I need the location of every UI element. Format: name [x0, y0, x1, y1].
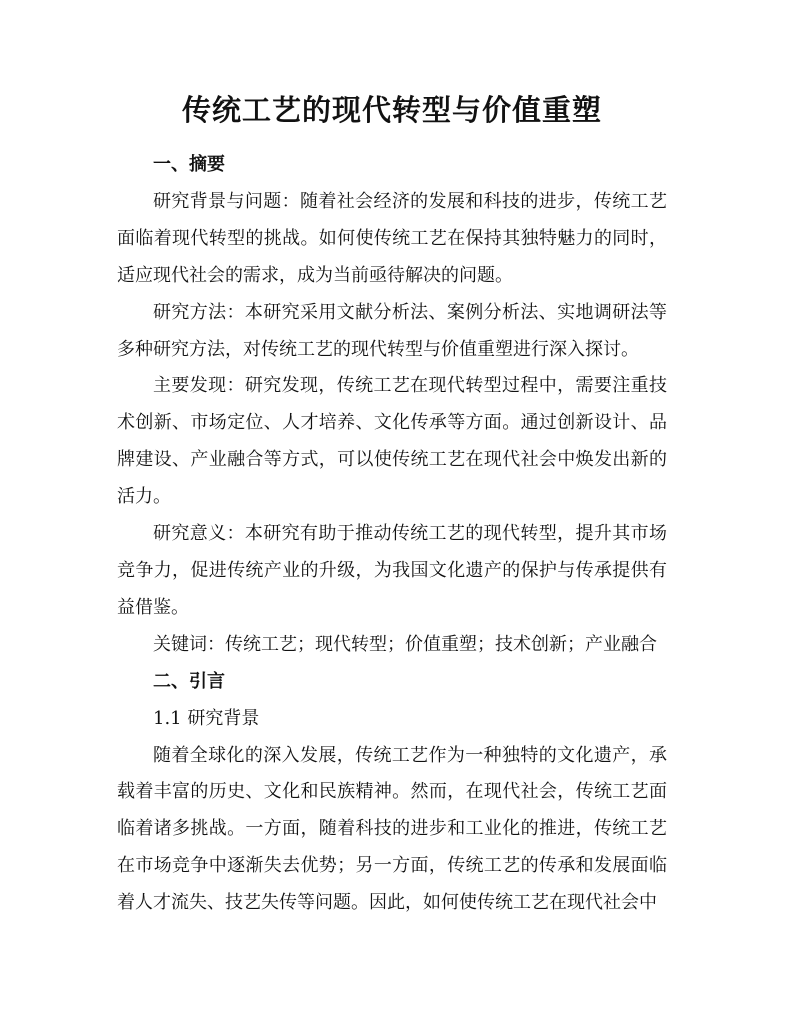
document-body — [117, 147, 667, 922]
keywords-line: 关键词：传统工艺；现代转型；价值重塑；技术创新；产业融合 — [153, 633, 657, 655]
intro-heading: 二、引言 — [153, 670, 225, 692]
abstract-significance-paragraph: 研究意义：本研究有助于推动传统工艺的现代转型，提升其市场竞争力，促进传统产业的升级，为我国文化遗产的保护与传承提供有益借鉴。 — [117, 523, 667, 618]
section-1-1-paragraph: 随着全球化的深入发展，传统工艺作为一种独特的文化遗产，承载着丰富的历史、文化和民族精神。然而，在现代社会，传统工艺面临着诸多挑战。一方面，随着科技的进步和工业化的推进，传统工艺在市场竞争中逐渐失去优势；另一方面，传统工艺的传承和发展面临着人才流失、技艺失传等问题。因此，如何使传统工艺在现代社会中 — [117, 744, 667, 914]
abstract-heading: 一、摘要 — [153, 154, 225, 175]
section-1-1-heading: 1.1 研究背景 — [153, 707, 260, 729]
abstract-methods-paragraph: 研究方法：本研究采用文献分析法、案例分析法、实地调研法等多种研究方法，对传统工艺的现代转型与价值重塑进行深入探讨。 — [117, 301, 667, 360]
abstract-findings-paragraph: 主要发现：研究发现，传统工艺在现代转型过程中，需要注重技术创新、市场定位、人才培养、文化传承等方面。通过创新设计、品牌建设、产业融合等方式，可以使传统工艺在现代社会中焕发出新的活力。 — [117, 375, 667, 508]
abstract-background-paragraph: 研究背景与问题：随着社会经济的发展和科技的进步，传统工艺面临着现代转型的挑战。如何使传统工艺在保持其独特魅力的同时，适应现代社会的需求，成为当前亟待解决的问题。 — [117, 190, 667, 286]
document-title: 传统工艺的现代转型与价值重塑 — [181, 93, 602, 127]
